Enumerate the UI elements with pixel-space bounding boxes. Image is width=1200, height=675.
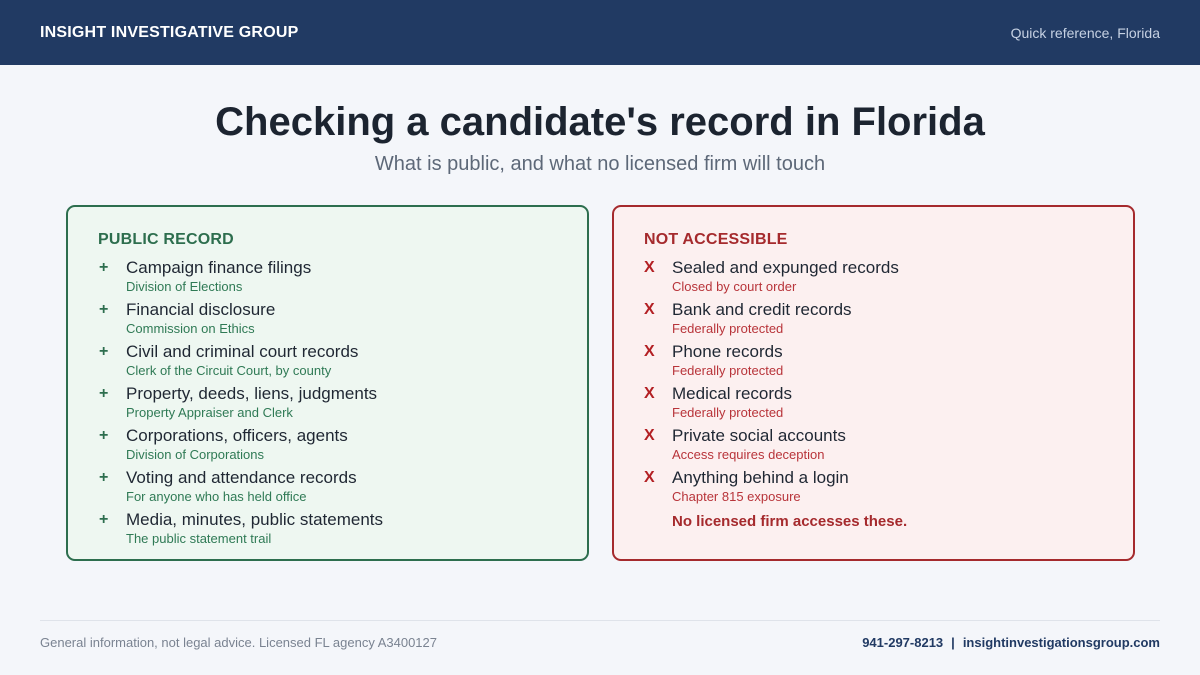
item-source: Division of Corporations [126,447,265,462]
x-icon: X [644,259,655,276]
footer-contact [862,635,1160,650]
item-source: Division of Elections [126,279,243,294]
footer-separator: | [951,635,955,650]
list-item [644,426,1103,468]
header-bar [0,0,1200,65]
plus-icon: + [99,259,109,276]
list-item [98,384,557,426]
x-icon: X [644,427,655,444]
public-record-heading: PUBLIC RECORD [98,231,234,248]
item-title: Medical records [672,384,792,403]
item-title: Civil and criminal court records [126,342,359,361]
list-item [98,468,557,510]
item-reason: Federally protected [672,321,784,336]
item-source: The public statement trail [126,531,272,546]
x-icon: X [644,301,655,318]
x-icon: X [644,343,655,360]
brand-name: INSIGHT INVESTIGATIVE GROUP [40,23,299,41]
list-item [644,300,1103,342]
footer-divider [40,620,1160,621]
item-reason: Federally protected [672,405,784,420]
item-title: Phone records [672,342,783,361]
list-item [98,300,557,342]
list-item [98,426,557,468]
not-accessible-heading: NOT ACCESSIBLE [644,231,788,248]
warning-note: No licensed firm accesses these. [672,513,908,530]
plus-icon: + [99,343,109,360]
item-title: Sealed and expunged records [672,258,899,277]
phone-number[interactable]: 941-297-8213 [862,635,944,650]
item-source: Commission on Ethics [126,321,255,336]
plus-icon: + [99,301,109,318]
plus-icon: + [99,511,109,528]
list-item [98,342,557,384]
header-tagline: Quick reference, Florida [1010,24,1160,41]
item-reason: Federally protected [672,363,784,378]
list-item [644,468,1103,510]
item-source: Property Appraiser and Clerk [126,405,293,420]
item-title: Private social accounts [672,426,846,445]
item-source: For anyone who has held office [126,489,307,504]
public-record-panel [66,205,589,561]
item-title: Voting and attendance records [126,468,357,487]
website-link[interactable]: insightinvestigationsgroup.com [962,635,1160,650]
not-accessible-panel [612,205,1135,561]
item-title: Anything behind a login [672,468,849,487]
item-title: Corporations, officers, agents [126,426,348,445]
list-item [644,384,1103,426]
item-title: Media, minutes, public statements [126,510,384,529]
footer-disclaimer: General information, not legal advice. Licensed FL agency A3400127 [40,635,438,650]
item-reason: Closed by court order [672,279,797,294]
page-subtitle: What is public, and what no licensed firm will touch [374,153,826,175]
x-icon: X [644,385,655,402]
x-icon: X [644,469,655,486]
plus-icon: + [99,427,109,444]
item-reason: Chapter 815 exposure [672,489,801,504]
item-title: Property, deeds, liens, judgments [126,384,378,403]
plus-icon: + [99,469,109,486]
item-title: Financial disclosure [126,300,276,319]
plus-icon: + [99,385,109,402]
list-item [644,342,1103,384]
list-item [644,258,1103,300]
list-item [98,510,557,552]
item-title: Campaign finance filings [126,258,312,277]
list-item [98,258,557,300]
item-reason: Access requires deception [672,447,825,462]
item-source: Clerk of the Circuit Court, by county [126,363,332,378]
page-title: Checking a candidate's record in Florida [215,100,985,144]
item-title: Bank and credit records [672,300,852,319]
